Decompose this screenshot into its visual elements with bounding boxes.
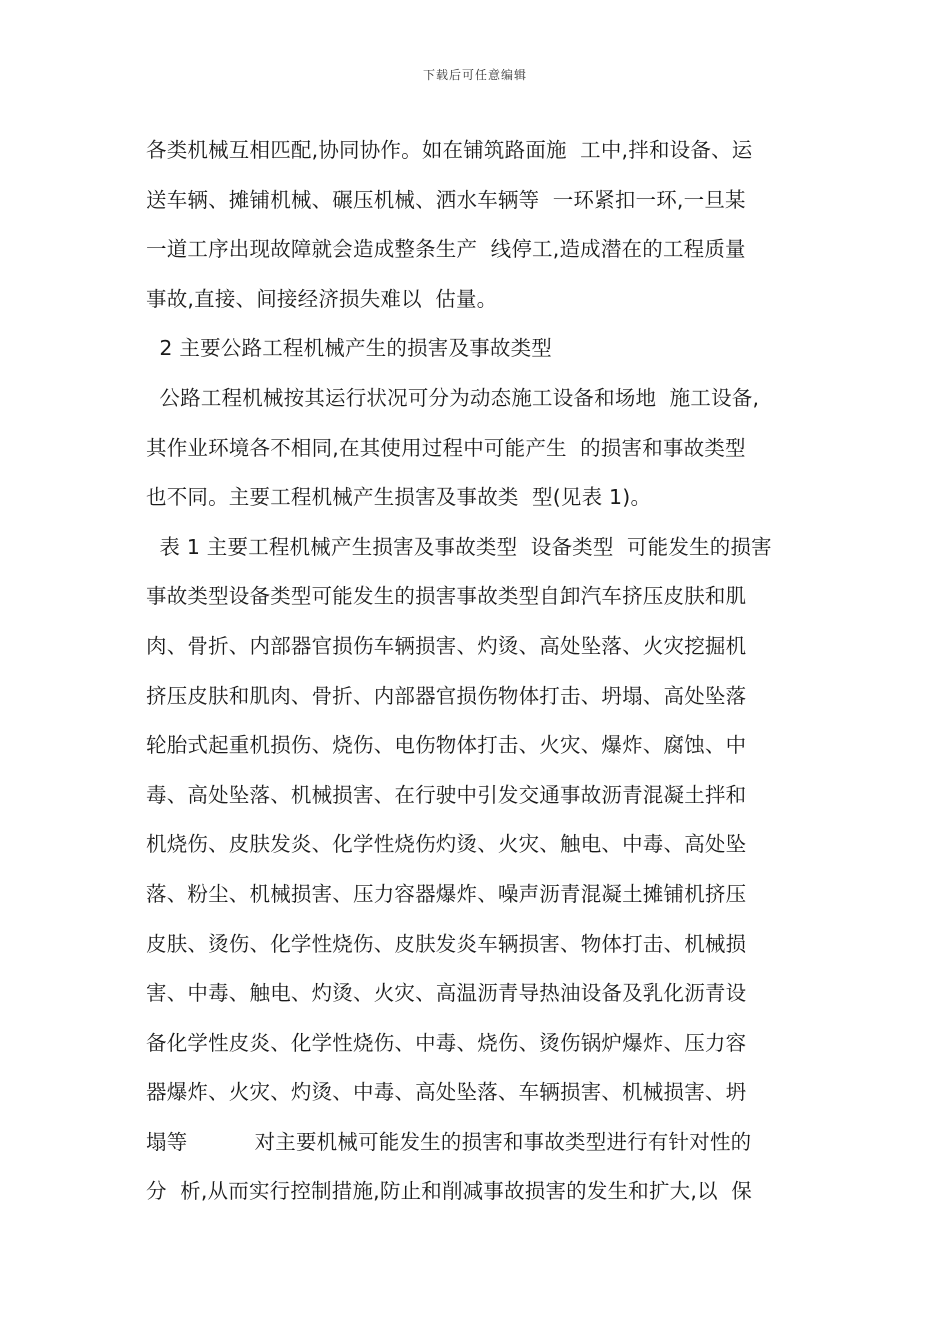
text-line: 肉、骨折、内部器官损伤车辆损害、灼烫、高处坠落、火灾挖掘机 [146,633,747,658]
text-line: 送车辆、摊铺机械、碾压机械、洒水车辆等 一环紧扣一环,一旦某 [146,187,746,212]
text-line: 机烧伤、皮肤发炎、化学性烧伤灼烫、火灾、触电、中毒、高处坠 [146,832,747,857]
text-line: 挤压皮肤和肌肉、骨折、内部器官损伤物体打击、坍塌、高处坠落 [146,683,747,708]
text-line: 塌等 对主要机械可能发生的损害和事故类型进行有针对性的 [146,1129,752,1154]
text-line: 各类机械互相匹配,协同协作。如在铺筑路面施 工中,拌和设备、运 [146,138,753,162]
text-line: 事故,直接、间接经济损失难以 估量。 [146,286,498,311]
text-line: 器爆炸、火灾、灼烫、中毒、高处坠落、车辆损害、机械损害、坍 [146,1080,747,1105]
text-line: 轮胎式起重机损伤、烧伤、电伤物体打击、火灾、爆炸、腐蚀、中 [146,733,747,758]
text-line: 事故类型设备类型可能发生的损害事故类型自卸汽车挤压皮肤和肌 [146,584,747,609]
text-line: 备化学性皮炎、化学性烧伤、中毒、烧伤、烫伤锅炉爆炸、压力容 [146,1030,747,1055]
text-line: 害、中毒、触电、灼烫、火灾、高温沥青导热油设备及乳化沥青设 [146,981,747,1006]
text-line: 其作业环境各不相同,在其使用过程中可能产生 的损害和事故类型 [146,435,746,460]
text-line: 毒、高处坠落、机械损害、在行驶中引发交通事故沥青混凝土拌和 [146,782,747,807]
text-line: 也不同。主要工程机械产生损害及事故类 型(见表 1)。 [146,485,652,510]
text-line: 落、粉尘、机械损害、压力容器爆炸、噪声沥青混凝土摊铺机挤压 [146,881,747,906]
text-line: 公路工程机械按其运行状况可分为动态施工设备和场地 施工设备, [146,385,760,410]
text-line: 皮肤、烫伤、化学性烧伤、皮肤发炎车辆损害、物体打击、机械损 [146,931,747,956]
text-line: 分 析,从而实行控制措施,防止和削减事故损害的发生和扩大,以 保 [146,1179,752,1204]
page-header: 下载后可任意编辑 [422,68,527,82]
text-line: 一道工序出现故障就会造成整条生产 线停工,造成潜在的工程质量 [146,237,746,262]
section-heading: 2 主要公路工程机械产生的损害及事故类型 [146,336,552,361]
document-body [146,126,810,1217]
table-caption-line: 表 1 主要工程机械产生损害及事故类型 设备类型 可能发生的损害 [146,534,772,559]
